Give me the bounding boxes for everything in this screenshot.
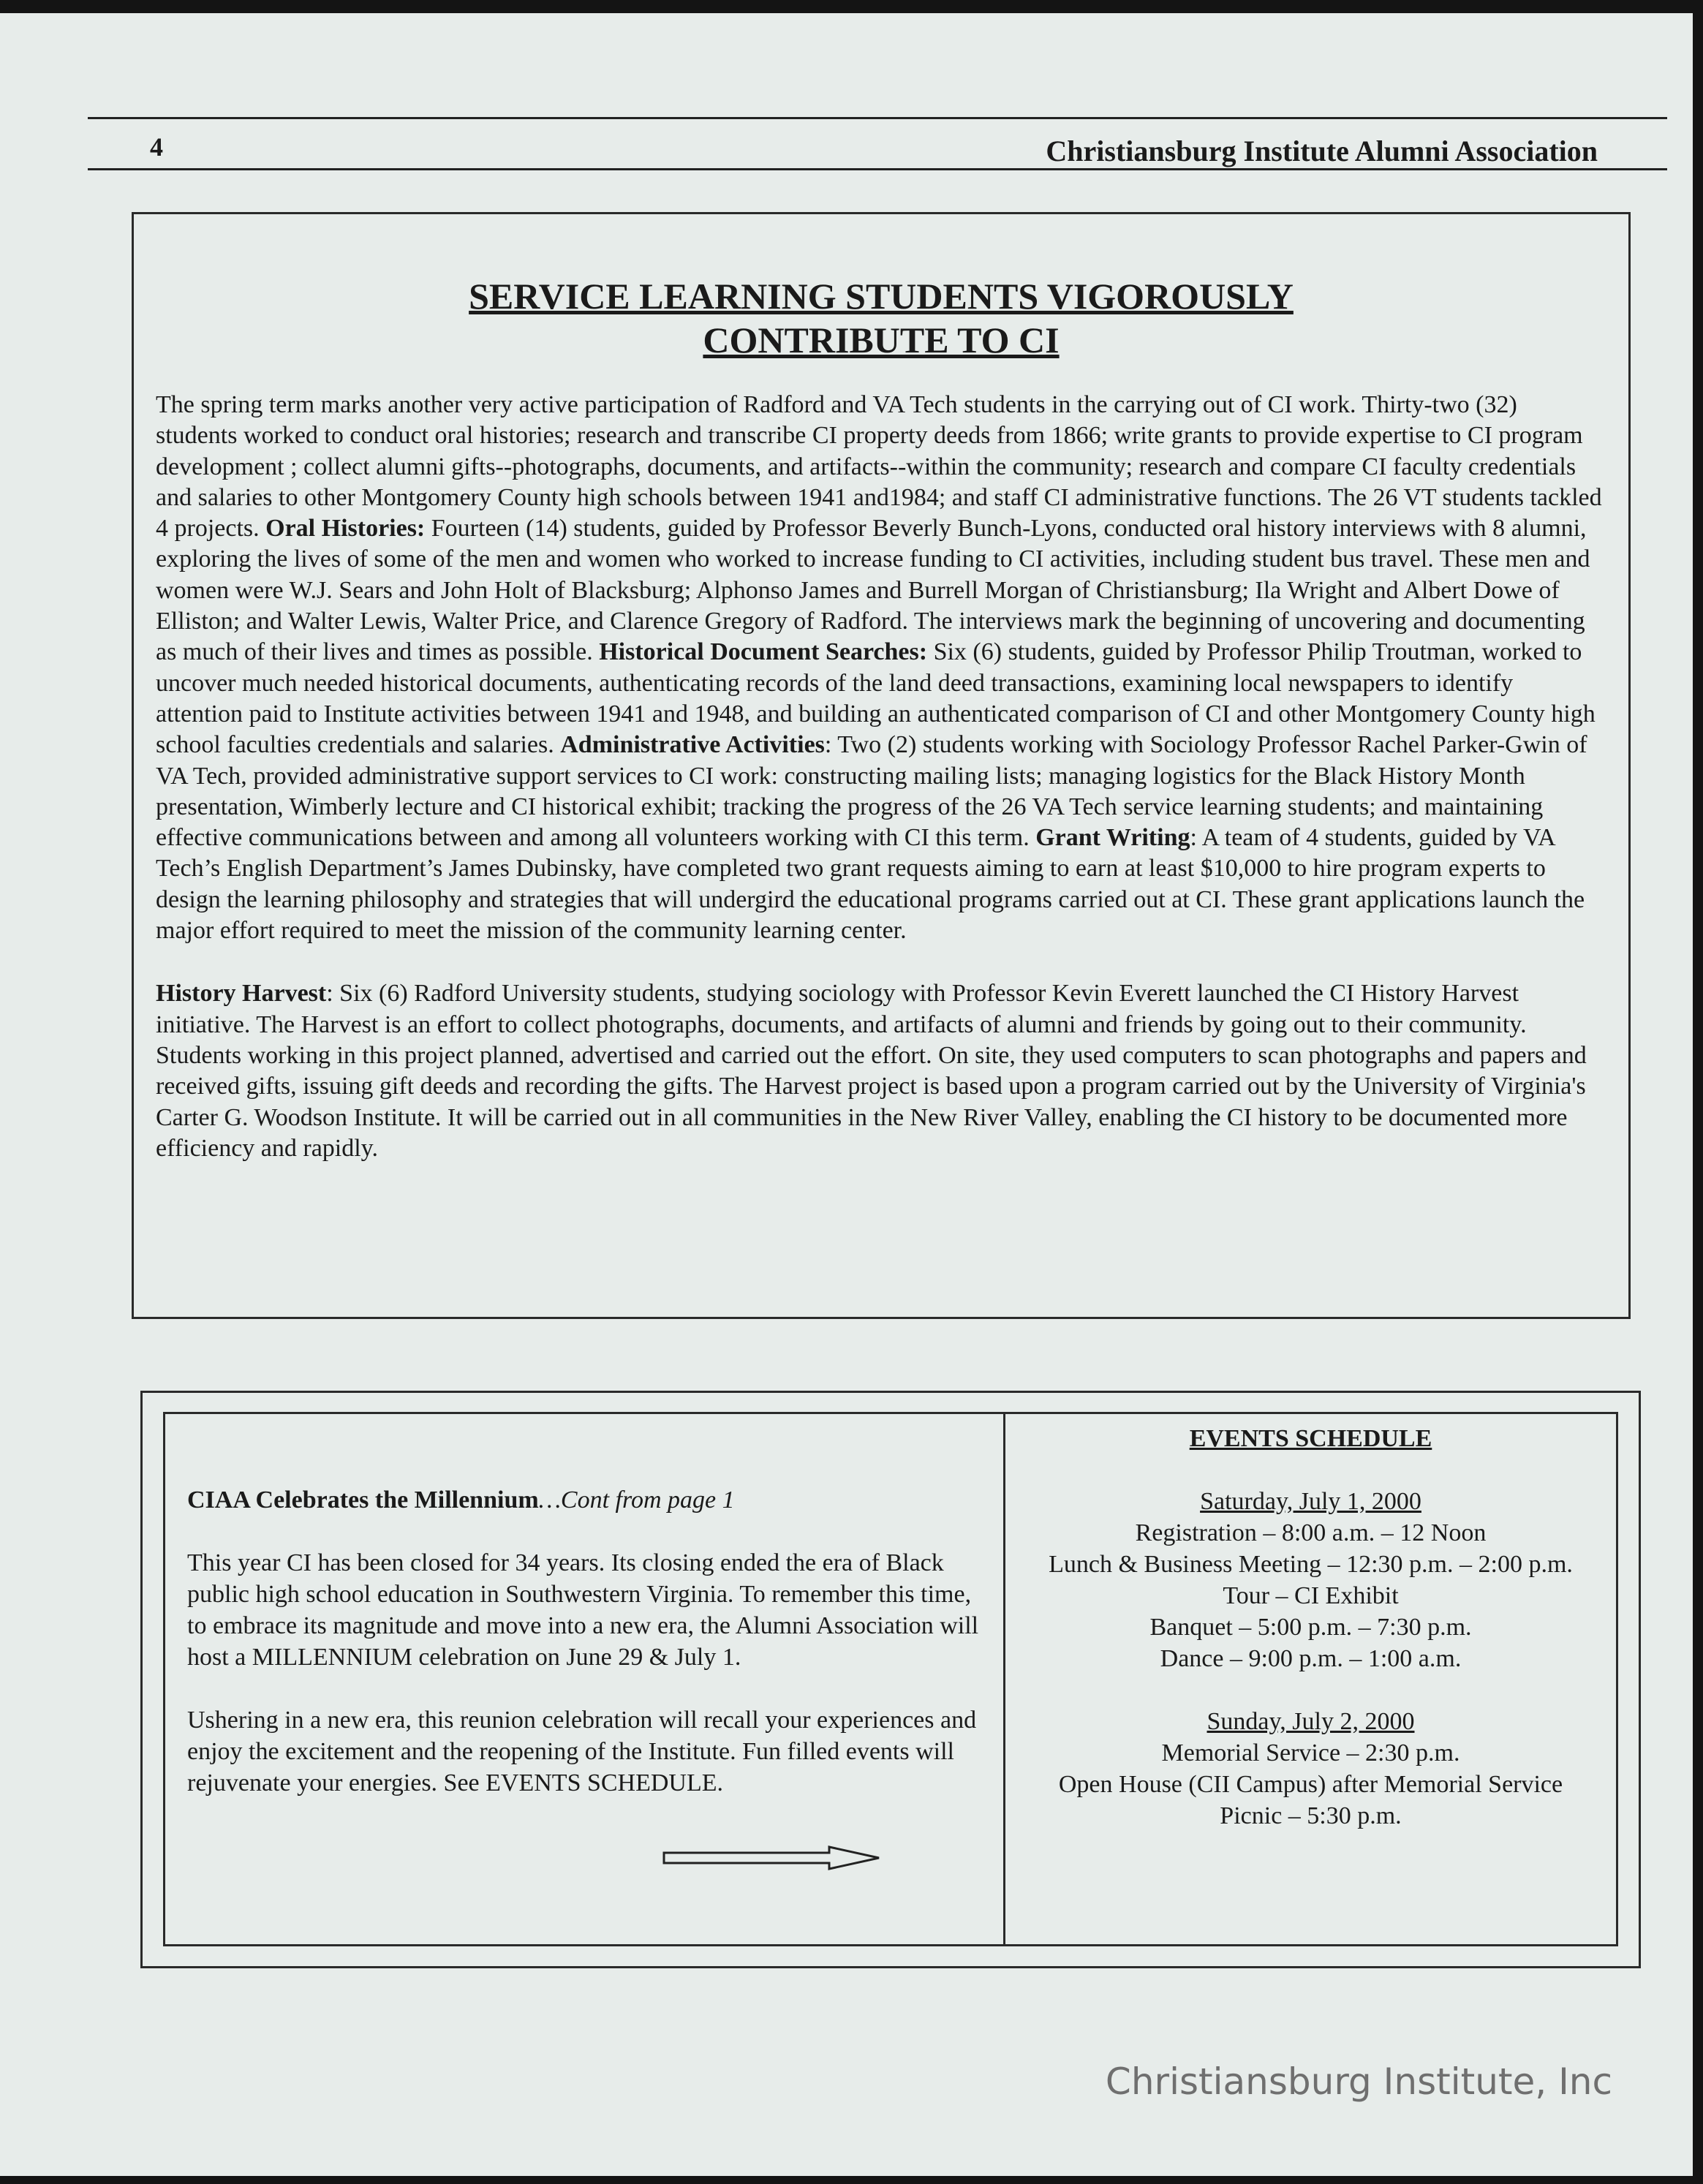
header-rule-bottom bbox=[88, 168, 1667, 170]
event-item: Picnic – 5:30 p.m. bbox=[1220, 1802, 1402, 1829]
event-item: Dance – 9:00 p.m. – 1:00 a.m. bbox=[1160, 1645, 1462, 1672]
newsletter-page bbox=[0, 13, 1693, 2176]
historical-searches-label: Historical Document Searches: bbox=[599, 638, 928, 666]
article-paragraph-2 bbox=[156, 978, 1602, 1164]
watermark: Christiansburg Institute, Inc bbox=[1105, 2060, 1612, 2103]
administrative-label: Administrative Activities bbox=[560, 731, 825, 759]
article-title-line-1: SERVICE LEARNING STUDENTS VIGOROUSLY bbox=[469, 276, 1294, 317]
oral-histories-text: Fourteen (14) students, guided by Professor Beverly Bunch-Lyons, conducted oral history interviews with 8 alumni, exploring the lives of some of the men and women who worked to increase funding to CI activities, including student bus travel. These men and women were W.J. Sears and John Holt of Blacksburg; Alphonso James and Burrell Morgan of Christiansburg; Ila Wright and Albert Dowe of Elliston; and Walter Lewis, Walter Price, and Clarence Gregory of Radford. The interviews mark the beginning of uncovering and documenting as much of their lives and times as possible. bbox=[156, 515, 1590, 666]
event-item: Banquet – 5:00 p.m. – 7:30 p.m. bbox=[1149, 1614, 1472, 1641]
day-1-heading: Saturday, July 1, 2000 bbox=[1200, 1488, 1421, 1515]
event-item: Memorial Service – 2:30 p.m. bbox=[1161, 1739, 1460, 1767]
millennium-heading bbox=[187, 1484, 984, 1516]
events-title: EVENTS SCHEDULE bbox=[1189, 1425, 1432, 1452]
millennium-paragraph-1: This year CI has been closed for 34 years. Its closing ended the era of Black public high school education in Southwestern Virginia. To remember this time, to embrace its magnitude and move into a new era, the Alumni Association will host a MILLENNIUM celebration on June 29 & July 1. bbox=[187, 1549, 979, 1671]
administrative-text: : Two (2) students working with Sociology Professor Rachel Parker-Gwin of VA Tech, provided administrative support services to CI work: constructing mailing lists; managing logistics for the Black History Month presentation, Wimberly lecture and CI historical exhibit; tracking the progress of the 26 VA Tech service learning students; and maintaining effective communications between and among all volunteers working with CI this term. bbox=[156, 731, 1587, 852]
historical-searches-text: Six (6) students, guided by Professor Philip Troutman, worked to uncover much needed historical documents, authenticating records of the land deed transactions, examining local newspapers to identify attention paid to Institute activities between 1941 and 1948, and building an authenticated comparison of CI and other Montgomery County high school faculties credentials and salaries. bbox=[156, 638, 1596, 759]
day-2-heading: Sunday, July 2, 2000 bbox=[1207, 1708, 1415, 1735]
millennium-paragraph-2: Ushering in a new era, this reunion celebration will recall your experiences and enjoy the excitement and the reopening of the Institute. Fun filled events will rejuvenate your energies. See EVENTS SCHEDULE. bbox=[187, 1707, 977, 1796]
event-item: Open House (CII Campus) after Memorial Service bbox=[1058, 1771, 1563, 1798]
event-item: Lunch & Business Meeting – 12:30 p.m. – 2:00 p.m. bbox=[1049, 1551, 1573, 1578]
grant-writing-text: : A team of 4 students, guided by VA Tech’s English Department’s James Dubinsky, have completed two grant requests aiming to earn at least $10,000 to hire program experts to design the learning philosophy and strategies that will undergird the educational programs carried out at CI. These grant applications launch the major effort required to meet the mission of the community learning center. bbox=[156, 824, 1585, 945]
millennium-column bbox=[187, 1484, 984, 1799]
page-number: 4 bbox=[150, 132, 163, 162]
millennium-heading-text: CIAA Celebrates the Millennium bbox=[187, 1486, 539, 1514]
grant-writing-label: Grant Writing bbox=[1035, 824, 1190, 852]
oral-histories-label: Oral Histories: bbox=[265, 515, 426, 543]
article-body bbox=[156, 390, 1602, 1164]
article-title bbox=[134, 274, 1628, 362]
millennium-box-inner bbox=[163, 1412, 1618, 1946]
article-title-line-2: CONTRIBUTE TO CI bbox=[703, 320, 1060, 360]
events-schedule bbox=[1005, 1423, 1616, 1832]
spacer bbox=[1005, 1674, 1616, 1706]
event-item: Registration – 8:00 a.m. – 12 Noon bbox=[1135, 1519, 1487, 1546]
history-harvest-label: History Harvest bbox=[156, 980, 327, 1008]
right-arrow-icon bbox=[662, 1845, 882, 1870]
article-paragraph-1 bbox=[156, 390, 1602, 946]
event-item: Tour – CI Exhibit bbox=[1223, 1582, 1399, 1609]
article-box bbox=[132, 212, 1631, 1319]
header-rule-top bbox=[88, 117, 1667, 119]
millennium-box bbox=[140, 1391, 1641, 1968]
publication-name: Christiansburg Institute Alumni Association bbox=[1046, 135, 1598, 167]
continued-note: …Cont from page 1 bbox=[538, 1486, 735, 1514]
history-harvest-text: : Six (6) Radford University students, studying sociology with Professor Kevin Everett launched the CI History Harvest initiative. The Harvest is an effort to collect photographs, documents, and artifacts of alumni and friends by going out to their community. Students working in this project planned, advertised and carried out the effort. On site, they used computers to scan photographs and papers and received gifts, issuing gift deeds and recording the gifts. The Harvest project is based upon a program carried out by the University of Virginia's Carter G. Woodson Institute. It will be carried out in all communities in the New River Valley, enabling the CI history to be documented more efficiency and rapidly. bbox=[156, 980, 1587, 1162]
intro-text: The spring term marks another very active participation of Radford and VA Tech students in the carrying out of CI work. Thirty-two (32) students worked to conduct oral histories; research and transcribe CI property deeds from 1866; write grants to provide expertise to CI program development ; collect alumni gifts--photographs, documents, and artifacts--within the community; research and compare CI faculty credentials and salaries to other Montgomery County high schools between 1941 and1984; and staff CI administrative functions. The 26 VT students tackled 4 projects. bbox=[156, 391, 1602, 543]
